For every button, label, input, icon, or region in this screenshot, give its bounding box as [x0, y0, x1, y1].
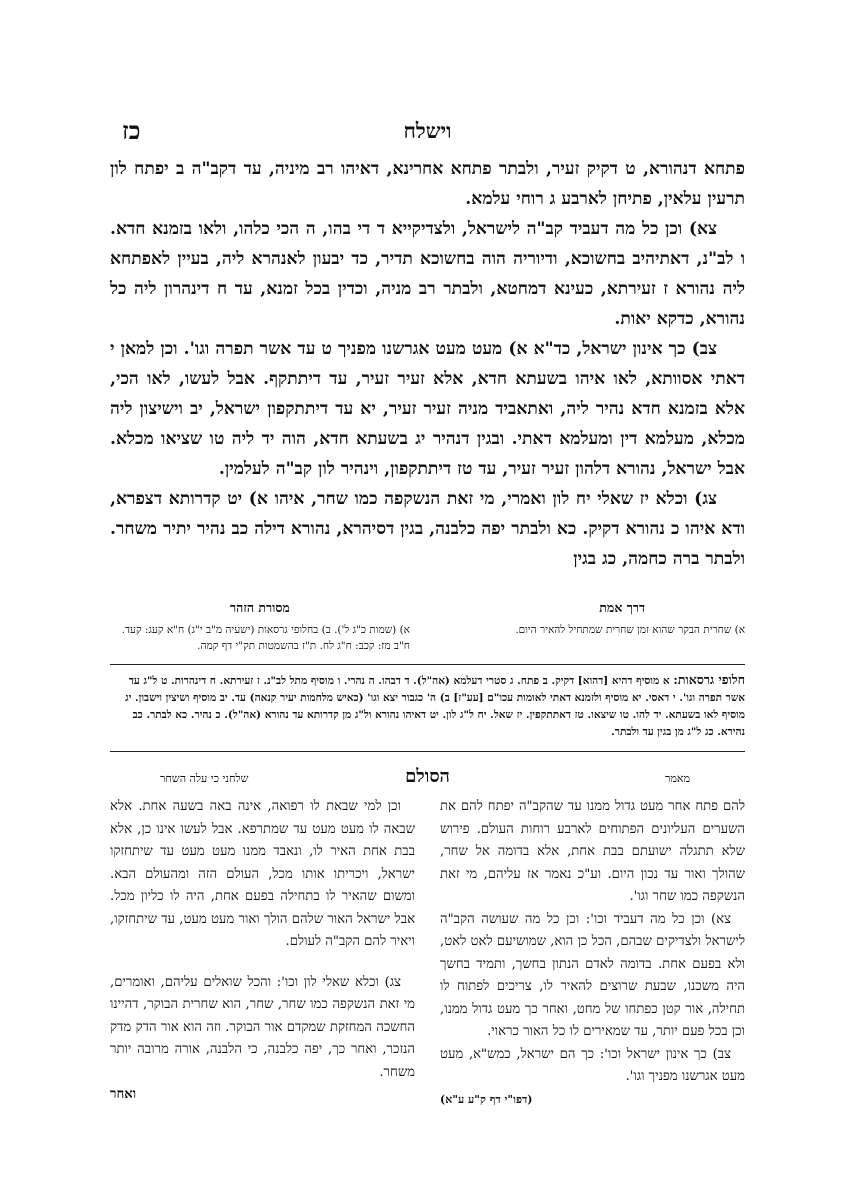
variant-readings-label: חלופי גרסאות: [673, 672, 745, 687]
mesoret-hazohar-text: א) (שמות כ"ג ל'). ב) בחלופי גרסאות (ישעיה מ"ב י"ג) ח"א קעג: קעד. ח"ב מז: קכב: ח"ג לח. ת"ז בהשמטות תק"י דף קמה. [121, 624, 410, 652]
commentary-paragraph: וכן למי שבאת לו רפואה, אינה באה בשעה אחת. אלא שבאה לו מעט מעט עד שמתרפא. אבל לעשו אינו כן, אלא בבת אחת האיר לו, ונאבד ממנו מעט מעט עד שיתחזקו ישראל, ויכריתו אותו מכל, העולם הזה ומהעולם הבא. ומשום שהאיר לו בתחילה בפעם אחת, היה לו כליון מכל. אבל ישראל האור שלהם הולך ואור מעט מעט, עד שיתחזקו, ויאיר להם הקב"ה לעולם. [110, 799, 415, 949]
divider [110, 751, 745, 752]
main-paragraph: צג) וכלא יז שאלי יח לון ואמרי, מי זאת הנשקפה כמו שחר, איהו א) יט קדרותא דצפרא, ודא איהו כ נהורא דקיק. כא ולבתר יפה כלבנה, בגין דסיהרא, נהורא דילה כב נהיר יתיר משחר. ולבתר ברה כחמה, כג בגין [110, 489, 745, 569]
parasha-title: וישלח [403, 118, 452, 143]
variant-readings [110, 671, 745, 741]
sulam-right-word: מאמר [664, 772, 690, 785]
main-paragraph: צא) וכן כל מה דעביד קב"ה לישראל, ולצדיקייא ד די בהו, ה הכי כלהו, ולאו בזמנא חדא. ו לב"נ, דאתיהיב בחשוכא, ודיוריה הוה בחשוכא תדיר, כד יבעון לאנהרא ליה, בעיין לאפתחא ליה נהורא ז זעירתא, כעינא דמחטא, ולבתר רב מניה, וכדין בכל זמנא, עד ח דינהרון ליה כל נהורא, כדקא יאות. [110, 219, 745, 329]
page-reference: (דפו"י דף ק"ע ע"א) [440, 1092, 533, 1106]
sulam-header [110, 766, 745, 796]
page-header [110, 100, 745, 145]
sulam-left-column [110, 796, 415, 1111]
zohar-page [110, 100, 745, 1111]
commentary-paragraph: צב) כך אינון ישראל וכו': כך הם ישראל, כמש"א, מעט מעט אגרשנו מפניך וגו'. [440, 1046, 745, 1084]
commentary-paragraph: להם פתח אחר מעט גדול ממנו עד שהקב"ה יפתח להם את השערים העליונים הפתוחים לארבע רוחות העולם. פירוש שלא תתגלה ישועתם בבת אחת, אלא בדומה אל שחר, שהולך ואור עד נכון היום. וע"כ נאמר אז עליהם, מי זאת הנשקפה כמו שחר וגו'. [440, 799, 745, 904]
commentary-paragraph: צג) וכלא שאלי לון וכו': והכל שואלים עליהם, ואומרים, מי זאת הנשקפה כמו שחר, שחר, הוא שחרית הבוקר, דהיינו החשכה המחזקת שמקדם אור הבוקר. וזה הוא אור הדק מדק הנזכר, ואחר כך, יפה כלבנה, כי הלבנה, אורה מרובה יותר משחר. [110, 974, 415, 1080]
commentary-paragraph: צא) וכן כל מה דעביד וכו': וכן כל מה שעושה הקב"ה לישראל ולצדיקים שבהם, הכל כן הוא, שמושיעם לאט לאט, ולא בפעם אחת. בדומה לאדם הנתון בחשך, ותמיד בחשך היה משכנו, שבעת שרוצים להאיר לו, צריכים לפתוח לו תחילה, אור קטן כפתחו של מחט, ואחר כך מעט גדול ממנו, וכן בכל פעם יותר, עד שמאירים לו כל האור כראוי. [440, 911, 745, 1039]
main-paragraph: פתחא דנהורא, ט דקיק זעיר, ולבתר פתחא אחרינא, דאיהו רב מיניה, עד דקב"ה ב יפתח לון תרעין עלאין, פתיחן לארבע ג רוחי עלמא. [110, 159, 745, 209]
sulam-commentary [110, 796, 745, 1111]
page-number: כז [122, 116, 141, 145]
derech-emet-heading: דרך אמת [599, 600, 645, 615]
sulam-right-column [440, 796, 745, 1111]
main-paragraph: צב) כך אינון ישראל, כד"א א) מעט מעט אגרשנו מפניך ט עד אשר תפרה וגו'. וכן למאן י דאתי אסוותא, לאו איהו בשעתא חדא, אלא זעיר זעיר, עד דיתתקף. אבל לעשו, לאו הכי, אלא בזמנא חדא נהיר ליה, ואתאביד מניה זעיר זעיר, יא עד דיתתקפון ישראל, יב וישיצון ליה מכלא, מעלמא דין ומעלמא דאתי. ובגין דנהיר יג בשעתא חדא, הוה יד ליה טו שציאו מכלא. אבל ישראל, נהורא דלהון זעיר זעיר, עד טז דיתתקפון, וינהיר לון קב"ה לעלמין. [110, 339, 745, 479]
sulam-subtitle: שלחני כי עלה השחר [160, 772, 249, 785]
sulam-title: הסולם [405, 766, 450, 787]
derech-emet-text: א) שחרית הבקר שהוא זמן שחרית שמתחיל להאיר היום. [515, 624, 745, 636]
divider [110, 664, 745, 665]
mesoret-hazohar-heading: מסורת הזהר [230, 600, 290, 615]
main-zohar-text [110, 154, 745, 574]
catchword: ואחר [110, 1087, 137, 1102]
notes-headings [110, 600, 745, 622]
variant-readings-text: א מוסיף דהיא [דהוא] דקיק. ב פתח. ג סטרי דעלמא (אה"ל). ד דבהו. ה נהרי. ו מוסיף מתל לב"נ. ז זעירתא. ח דינהרות. ט ל"ג עד אשר תפרה וגו'. י דאסי. יא מוסיף ולזמנא דאתי לאומות עכו"ם [עע"ז] ב) ה' כגבור יצא וגו' (כאיש מלחמות יעיר קנאה) עד. יב מוסיף ושיצין וישבון. יג מוסיף לאו בשעתא. יד להו. טו שיצאו. טז דאתתקפין. יז שאל. יח ל"ג לון. יט דאיהו נהורא ול"ג מן קדרותא עד נהורא (אה"ל). כ נהיר. כא לבתר. כב נהירא. כג ל"ג מן בגין עד ולבתר. [125, 675, 745, 738]
notes-section [110, 622, 745, 654]
